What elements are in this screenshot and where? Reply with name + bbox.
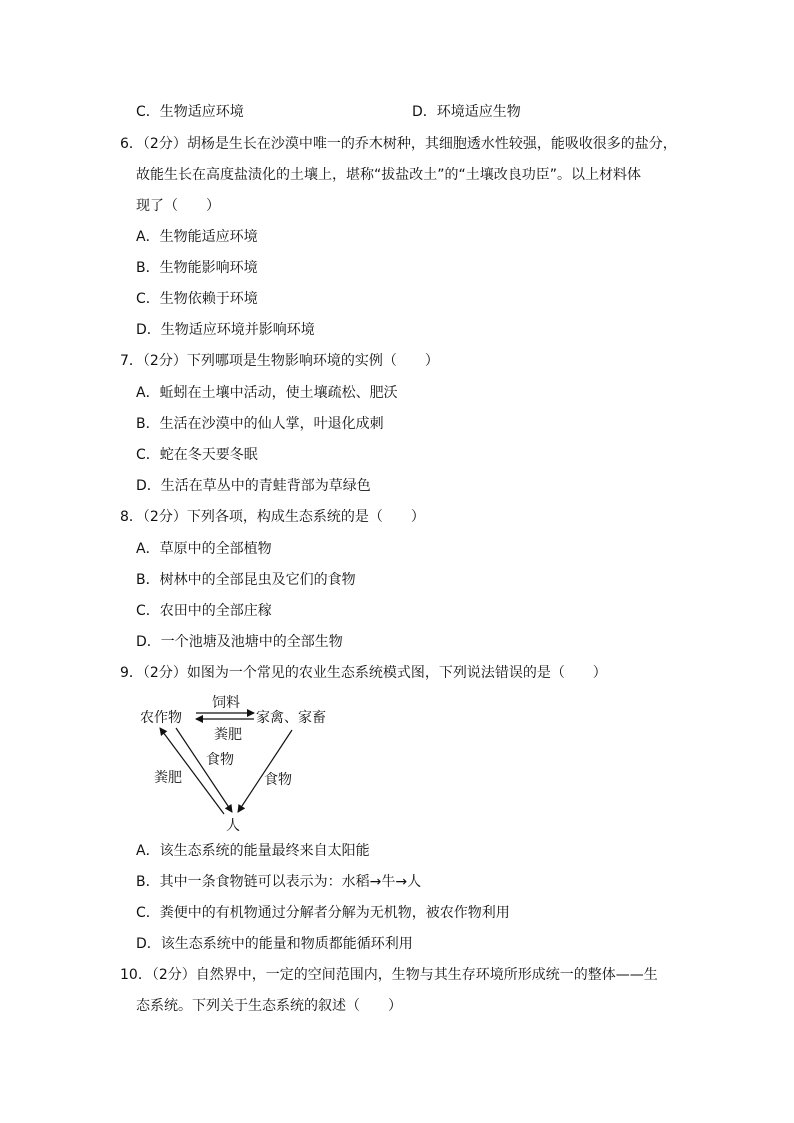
- q9-option-d: D．该生态系统中的能量和物质都能循环利用: [136, 936, 413, 952]
- q8-option-a: A．草原中的全部植物: [136, 541, 272, 557]
- q10-stem-line2: 态系统。下列关于生态系统的叙述（ ）: [136, 998, 402, 1014]
- node-crop: 农作物: [140, 710, 182, 726]
- label-manure-top: 粪肥: [214, 727, 242, 743]
- label-manure-left: 粪肥: [154, 770, 182, 786]
- q6-stem-line3: 现了（ ）: [136, 198, 220, 214]
- q6-option-b: B．生物能影响环境: [136, 260, 258, 276]
- q9-option-a: A．该生态系统的能量最终来自太阳能: [136, 843, 370, 859]
- q6-option-d: D．生物适应环境并影响环境: [136, 322, 315, 338]
- q8-option-b: B．树林中的全部昆虫及它们的食物: [136, 572, 356, 588]
- q9-option-c: C．粪便中的有机物通过分解者分解为无机物，被农作物利用: [136, 905, 510, 921]
- q6-stem-line1: 6．（2分）胡杨是生长在沙漠中唯一的乔木树种，其细胞透水性较强，能吸收很多的盐分，: [120, 136, 677, 152]
- q5-option-d: D．环境适应生物: [412, 104, 521, 120]
- q8-option-c: C．农田中的全部庄稼: [136, 603, 272, 619]
- q6-option-a: A．生物能适应环境: [136, 229, 258, 245]
- q9-stem: 9．（2分）如图为一个常见的农业生态系统模式图，下列说法错误的是（ ）: [120, 665, 607, 681]
- q9-option-b: B．其中一条食物链可以表示为：水稻→牛→人: [136, 874, 422, 890]
- node-livestock: 家禽、家畜: [256, 710, 326, 726]
- label-food-right: 食物: [264, 772, 292, 788]
- q6-option-c: C．生物依赖于环境: [136, 291, 258, 307]
- q10-stem-line1: 10．（2分）自然界中，一定的空间范围内，生物与其生存环境所形成统一的整体——生: [120, 967, 658, 983]
- q7-option-b: B．生活在沙漠中的仙人掌，叶退化成刺: [136, 416, 384, 432]
- q7-stem: 7．（2分）下列哪项是生物影响环境的实例（ ）: [120, 353, 439, 369]
- q5-option-c: C．生物适应环境: [136, 104, 244, 120]
- q7-option-d: D．生活在草丛中的青蛙背部为草绿色: [136, 478, 371, 494]
- q6-stem-line2: 故能生长在高度盐渍化的土壤上，堪称“拔盐改土”的“土壤改良功臣”。以上材料体: [136, 167, 642, 183]
- node-human: 人: [226, 818, 240, 834]
- agro-ecosystem-diagram: [130, 692, 360, 840]
- label-food-inner: 食物: [206, 752, 234, 768]
- arrow-livestock-to-human: [238, 730, 292, 812]
- q7-option-a: A．蚯蚓在土壤中活动，使土壤疏松、肥沃: [136, 385, 398, 401]
- q8-stem: 8．（2分）下列各项，构成生态系统的是（ ）: [120, 509, 425, 525]
- label-feed: 饲料: [212, 695, 240, 711]
- q7-option-c: C．蛇在冬天要冬眠: [136, 447, 258, 463]
- q8-option-d: D．一个池塘及池塘中的全部生物: [136, 634, 343, 650]
